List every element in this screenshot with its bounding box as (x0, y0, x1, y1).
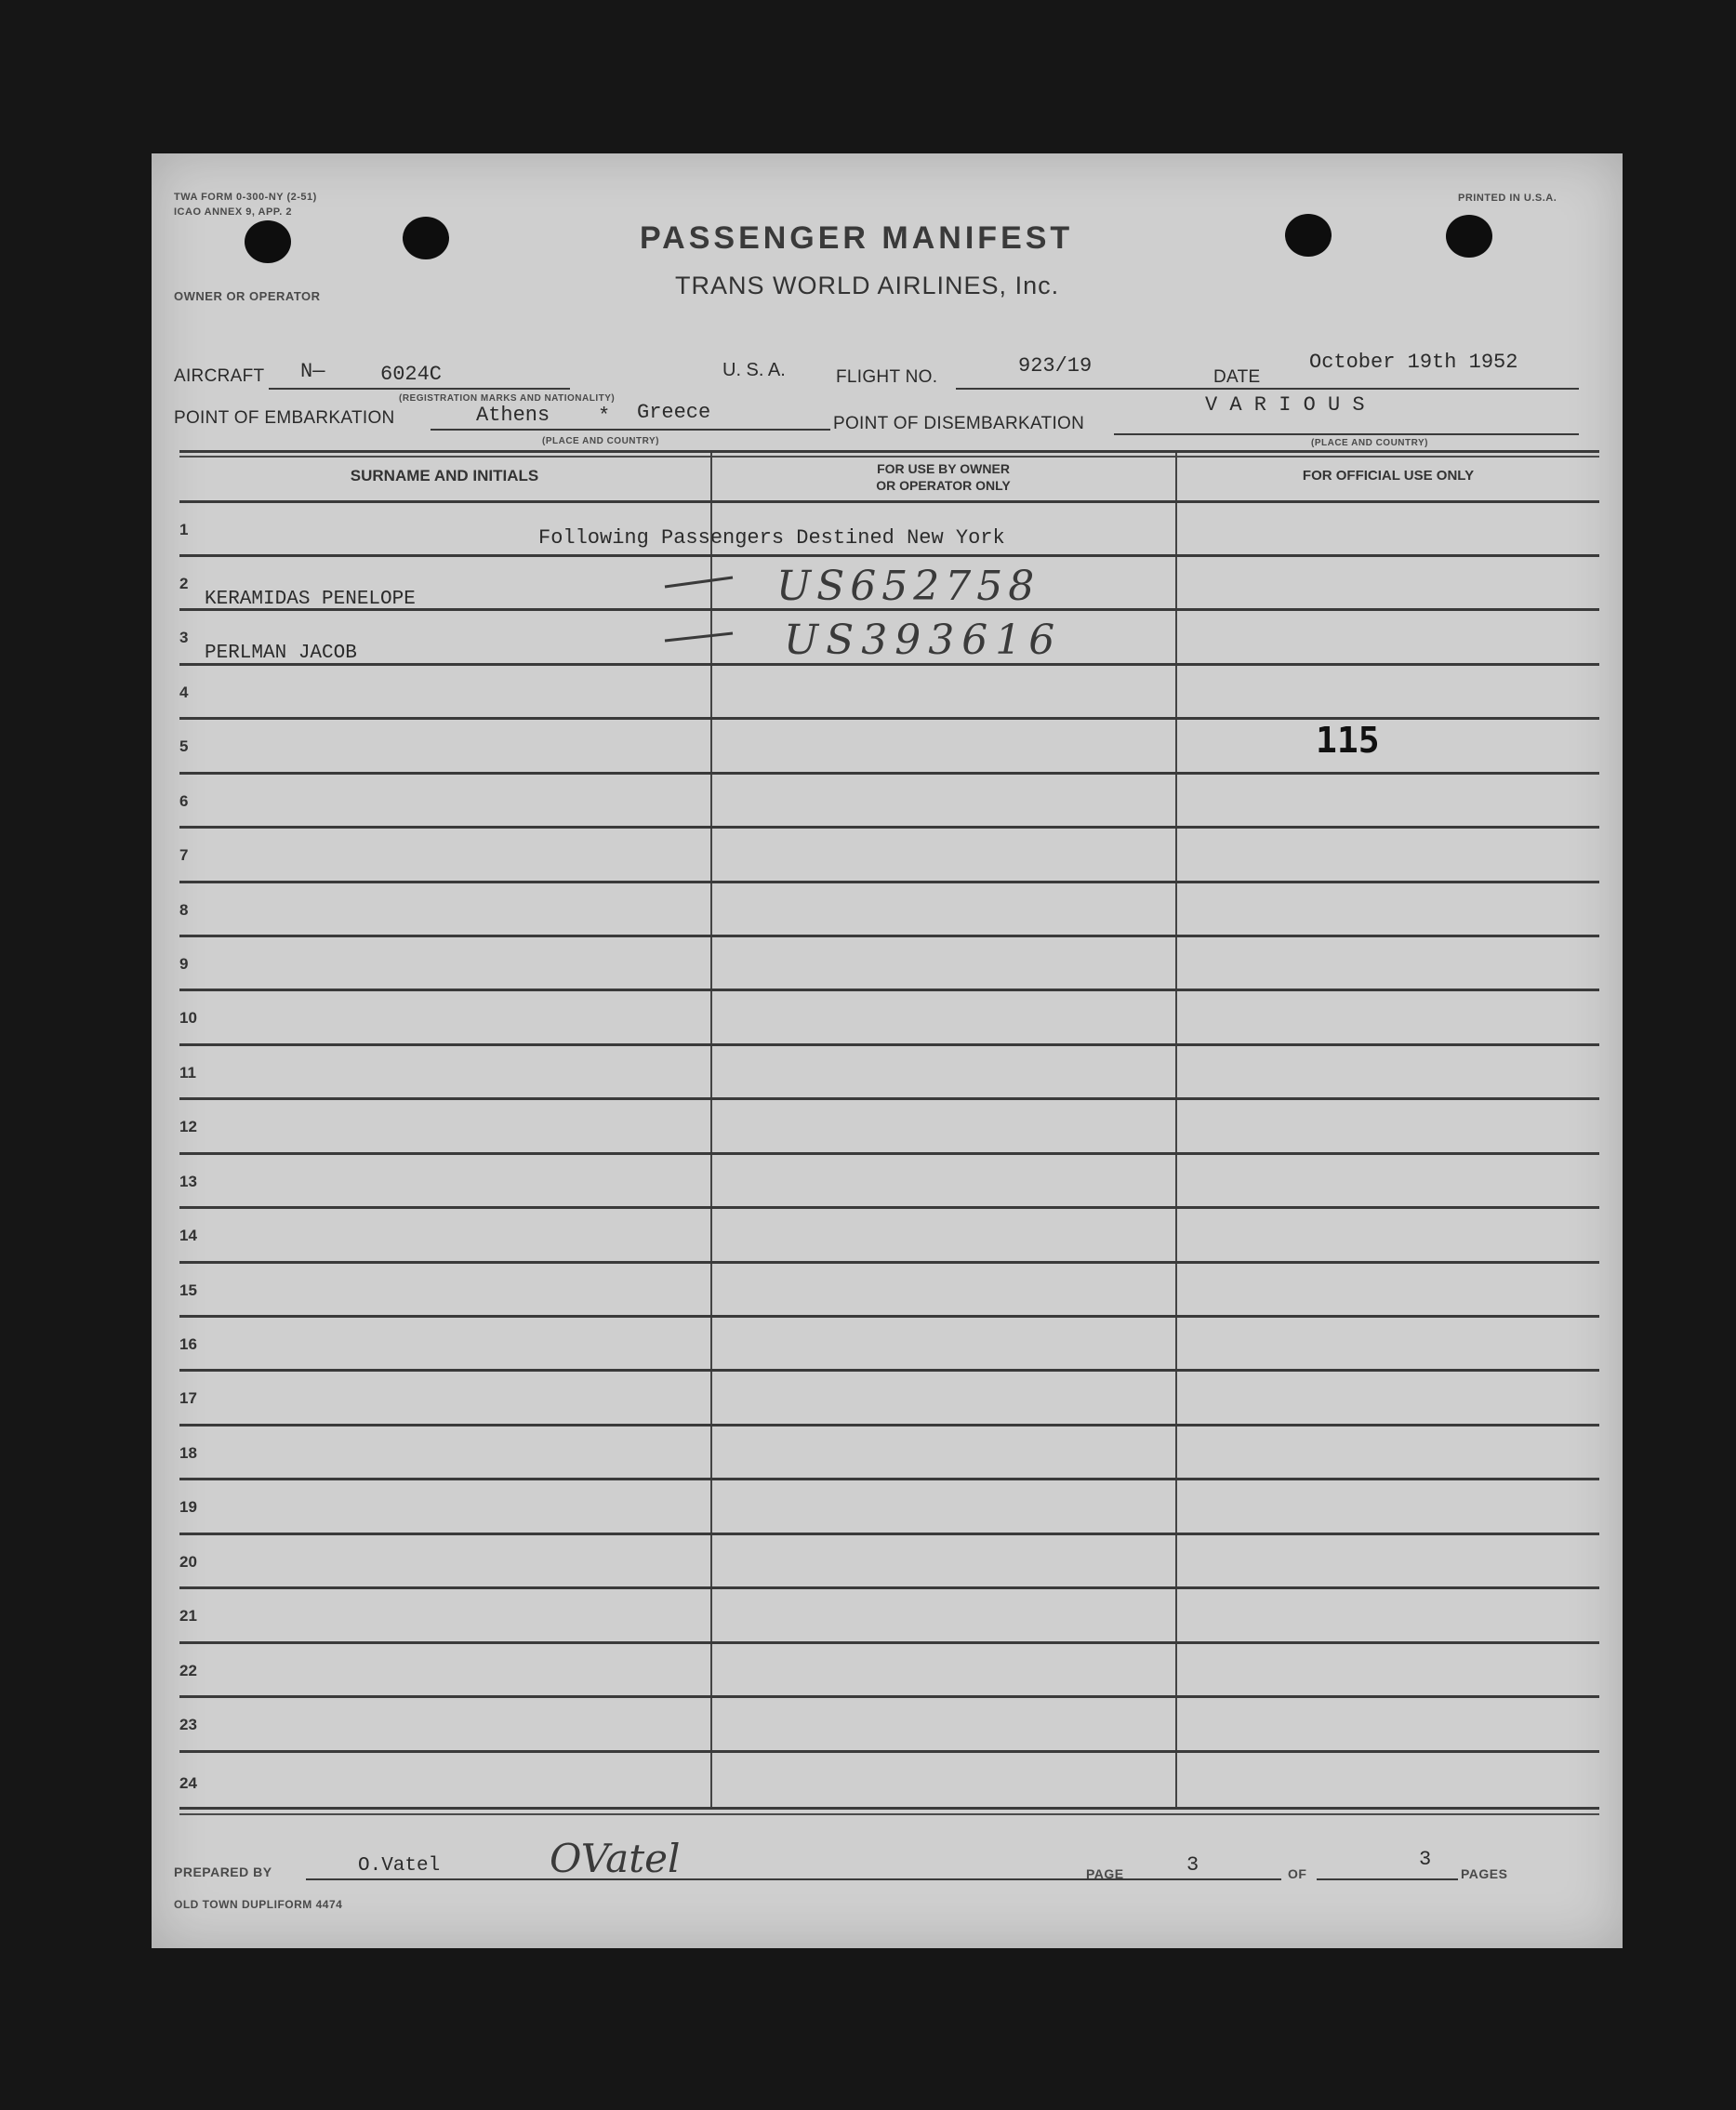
row-number: 22 (179, 1662, 197, 1679)
embarkation-separator: * (598, 405, 611, 428)
row-number: 23 (179, 1716, 197, 1733)
row-number: 10 (179, 1009, 197, 1027)
printer-imprint: OLD TOWN DUPLIFORM 4474 (174, 1898, 343, 1911)
form-annex: ICAO ANNEX 9, APP. 2 (174, 206, 292, 218)
row-number: 11 (179, 1064, 196, 1082)
passport-number: US393616 (784, 617, 1063, 664)
manifest-sheet (152, 153, 1623, 1948)
punch-hole-icon (403, 217, 449, 259)
row-number: 4 (179, 683, 189, 701)
row-number: 20 (179, 1553, 197, 1571)
row-number: 17 (179, 1389, 197, 1407)
flight-number: 923/19 (1018, 354, 1093, 378)
prepared-by-label: PREPARED BY (174, 1864, 272, 1879)
disembarkation-caption: (PLACE AND COUNTRY) (1311, 438, 1428, 448)
official-stamp-number: 115 (1316, 720, 1380, 761)
embarkation-country: Greece (637, 401, 711, 424)
registration-caption: (REGISTRATION MARKS AND NATIONALITY) (399, 393, 616, 404)
page-total: 3 (1419, 1848, 1432, 1871)
row-number: 1 (179, 521, 189, 538)
page-number: 3 (1186, 1853, 1199, 1877)
aircraft-label: AIRCRAFT (174, 366, 265, 386)
prepared-by-name: O.Vatel (358, 1855, 441, 1877)
check-mark-icon (663, 574, 737, 592)
column-header-official: FOR OFFICIAL USE ONLY (1302, 468, 1475, 484)
aircraft-nationality: U. S. A. (722, 360, 786, 380)
flight-label: FLIGHT NO. (836, 367, 938, 387)
row-number: 9 (179, 955, 189, 973)
preparer-signature: OVatel (550, 1836, 681, 1881)
disembarkation-value: V A R I O U S (1205, 393, 1365, 417)
owner-label: OWNER OR OPERATOR (174, 289, 321, 303)
row-number: 5 (179, 737, 189, 755)
flight-date: October 19th 1952 (1309, 351, 1518, 374)
row-number: 13 (179, 1173, 197, 1190)
column-header-surname: SURNAME AND INITIALS (350, 467, 539, 484)
row-number: 16 (179, 1335, 197, 1353)
punch-hole-icon (1285, 214, 1332, 257)
passenger-name: KERAMIDAS PENELOPE (205, 589, 416, 610)
row-number: 14 (179, 1227, 197, 1244)
column-divider (1175, 453, 1177, 1809)
of-label: OF (1288, 1866, 1307, 1881)
passport-number: US652758 (776, 563, 1040, 610)
destination-note: Following Passengers Destined New York (538, 526, 1005, 550)
row-number: 19 (179, 1498, 197, 1516)
row-number: 15 (179, 1281, 197, 1299)
disembarkation-label: POINT OF DISEMBARKATION (833, 414, 1085, 433)
row-number: 18 (179, 1444, 197, 1462)
form-id: TWA FORM 0-300-NY (2-51) (174, 192, 317, 203)
column-header-owner-line2: OR OPERATOR ONLY (876, 478, 1011, 493)
page-title: PASSENGER MANIFEST (640, 220, 1074, 256)
row-number: 21 (179, 1607, 197, 1625)
column-header-owner-line1: FOR USE BY OWNER (877, 461, 1010, 476)
printed-in: PRINTED IN U.S.A. (1458, 192, 1557, 204)
embarkation-city: Athens (476, 404, 550, 427)
operator-name: TRANS WORLD AIRLINES, Inc. (675, 272, 1060, 299)
aircraft-registration: 6024C (380, 363, 443, 386)
row-number: 6 (179, 792, 189, 810)
punch-hole-icon (245, 220, 291, 263)
row-number: 7 (179, 846, 189, 864)
aircraft-prefix: N— (300, 360, 325, 383)
column-header-owner-use (712, 460, 1174, 494)
embarkation-label: POINT OF EMBARKATION (174, 408, 395, 428)
check-mark-icon (663, 628, 737, 646)
page-label: PAGE (1086, 1866, 1124, 1881)
row-number: 8 (179, 901, 189, 919)
row-number: 2 (179, 575, 189, 592)
pages-label: PAGES (1461, 1866, 1508, 1881)
punch-hole-icon (1446, 215, 1492, 258)
row-number: 12 (179, 1118, 197, 1135)
row-number: 3 (179, 629, 189, 646)
row-number: 24 (179, 1774, 197, 1792)
embarkation-caption: (PLACE AND COUNTRY) (542, 436, 659, 446)
column-divider (710, 453, 712, 1809)
date-label: DATE (1213, 367, 1261, 387)
passenger-name: PERLMAN JACOB (205, 643, 357, 664)
